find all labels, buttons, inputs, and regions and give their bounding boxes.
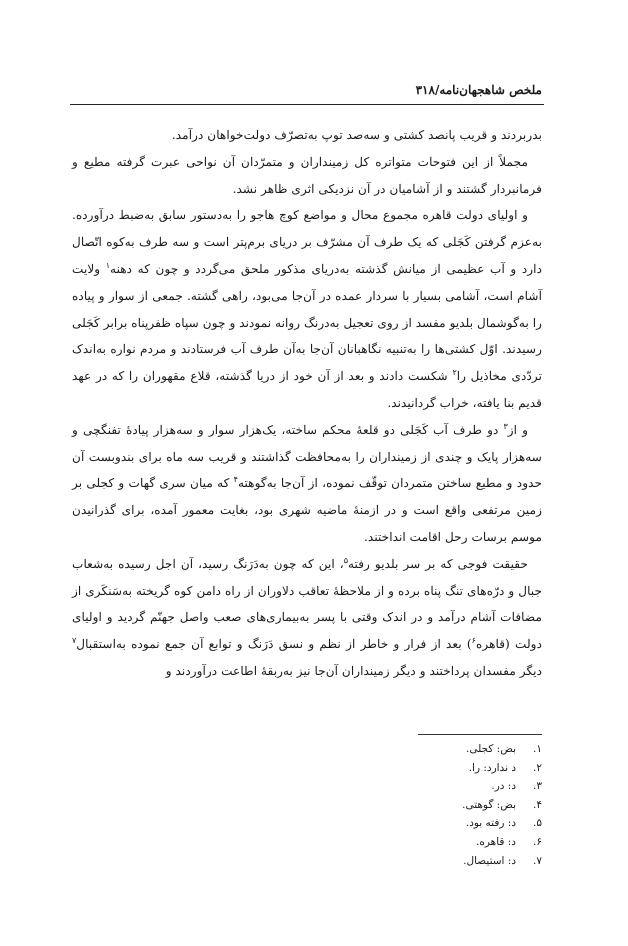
footnote-number: ۴.	[533, 798, 542, 811]
paragraph	[72, 417, 542, 551]
running-header	[72, 82, 542, 98]
footnotes-list	[300, 740, 542, 870]
footnote-item	[300, 852, 542, 871]
paragraph	[72, 202, 542, 416]
header-divider	[70, 104, 544, 105]
footnote-reference: ۷	[72, 636, 77, 646]
footnote-text: د ندارد: را.	[468, 761, 516, 774]
paragraph-text: که میان سری گهات و کجلی بر زمین مرتفعی واقع است و در ازمنهٔ ماضیه شهری بود، بغایت معمور آمده، برای گذرانیدن موسم برسات رحل اقامت انداختند.	[72, 476, 542, 544]
paragraph-text: دیگر مفسدان پرداختند و دیگر زمینداران آن‌جا نیز به‌ربقهٔ اطاعت درآوردند و	[165, 663, 542, 678]
running-title: ملخص شاهجهان‌نامه/۳۱۸	[415, 83, 542, 97]
footnote-text: د: قاهره.	[476, 835, 516, 848]
footnote-item	[300, 833, 542, 852]
paragraph-text: ولایت آشام است، آشامی بسیار با سردار عمده در آن‌جا می‌بود، راهی گشته. جمعی از سوار و پیاده را به‌گوشمال بلدیو مفسد از روی تعجیل به‌درنگ روانه نمودند و چون سپاه ظفرپناه برابر کَجَلی رسیدند. اوّل کشتی‌ها را به‌تنبیه نگاهبانان آن‌جا به‌آن طرف آب فرستادند و مردم نواره به‌اندک تردّدی مخاذیل را	[72, 261, 542, 384]
paragraph-text: شکست دادند و بعد از آن خود از دریا گذشته، قلاع مقهوران را که در عهد قدیم بنا یافته، خراب گردانیدند.	[72, 369, 542, 410]
footnote-reference: ۱	[105, 260, 111, 270]
body-text	[72, 122, 542, 685]
footnote-reference: ۶	[471, 636, 476, 646]
paragraph	[72, 551, 542, 685]
paragraph-text: و از	[507, 422, 528, 437]
paragraph	[72, 149, 542, 203]
paragraph-text: ) بعد از فرار و خاطر از نظم و نسق دَرَنگ و توابع آن جمع نموده به‌استقبال	[76, 637, 472, 652]
paragraph-text: و اولیای دولت قاهره مجموع محال و مواضع کوچ هاجو را به‌دستور سابق به‌ضبط درآورده. به‌عزم گرفتن کَجَلی که یک طرف آن مشرّف بر دریای برم‌پتر است و سه طرف به‌کوه اتّصال دارد و آب عظیمی از میانش گذشته به‌دریای مذکور ملحق می‌گردد و چون که دهنه	[72, 208, 542, 276]
footnote-reference: ۵	[343, 555, 349, 565]
footnote-reference: ۴	[233, 475, 238, 485]
paragraph-text: بدربردند و قریب پانصد کشتی و سه‌صد توپ به‌تصرّف دولت‌خواهان درآمد.	[171, 128, 542, 142]
footnote-reference: ۳	[503, 421, 508, 431]
footnote-text: بض: گوهتی.	[462, 798, 516, 811]
paragraph-text: مجملاً از این فتوحات متواتره کل زمینداران و متمرّدان آن نواحی عبرت گرفته مطیع و فرمانبردار گشتند و از آشامیان در آن نزدیکی اثری ظاهر نشد.	[72, 154, 542, 196]
footnote-text: د: استیصال.	[463, 854, 516, 867]
footnote-item	[300, 814, 542, 833]
footnote-item	[300, 777, 542, 796]
paragraph-text: دو طرف آب کَجَلی دو قلعهٔ محکم ساخته، یک‌هزار سوار و سه‌هزار پیادهٔ تفنگچی و سه‌هزار پایک و چندی از زمینداران را به‌محافظت گذاشتند و قریب سه ماه برای بندوبست آن حدود و مطیع ساختن متمردان توقّف نموده، از آن‌جا به‌گوهته	[72, 422, 543, 491]
footnote-divider	[418, 734, 542, 735]
footnote-number: ۷.	[533, 854, 542, 867]
footnote-number: ۱.	[533, 743, 542, 755]
footnote-number: ۶.	[533, 835, 542, 848]
footnote-item	[300, 740, 542, 759]
footnote-reference: ۲	[452, 368, 457, 378]
footnote-text: د: رفته بود.	[465, 817, 516, 830]
footnote-number: ۲.	[533, 761, 542, 774]
footnote-text: بض: کجلی.	[465, 743, 516, 755]
footnote-number: ۳.	[533, 780, 542, 793]
footnote-number: ۵.	[533, 817, 542, 830]
footnote-item	[300, 759, 542, 778]
footnote-text: د: در.	[491, 780, 516, 793]
paragraph-text: ، این که چون به‌دَرَنگ رسید، آن اجل رسیده به‌شعاب جبال و درّه‌های تنگ پناه برده و از ملاحظهٔ تعاقب دلاوران از راه دامن کوه گریخته به‌سَنکَری از مضافات آشام درآمد و در اندک وقتی با پسر به‌بیماری‌های صعب واصل جهنّم گردید و اولیای دولت (قاهره	[72, 556, 542, 652]
paragraph-text: حقیقت فوجی که بر سر بلدیو رفته	[348, 556, 528, 571]
paragraph	[72, 122, 542, 149]
footnote-item	[300, 796, 542, 815]
